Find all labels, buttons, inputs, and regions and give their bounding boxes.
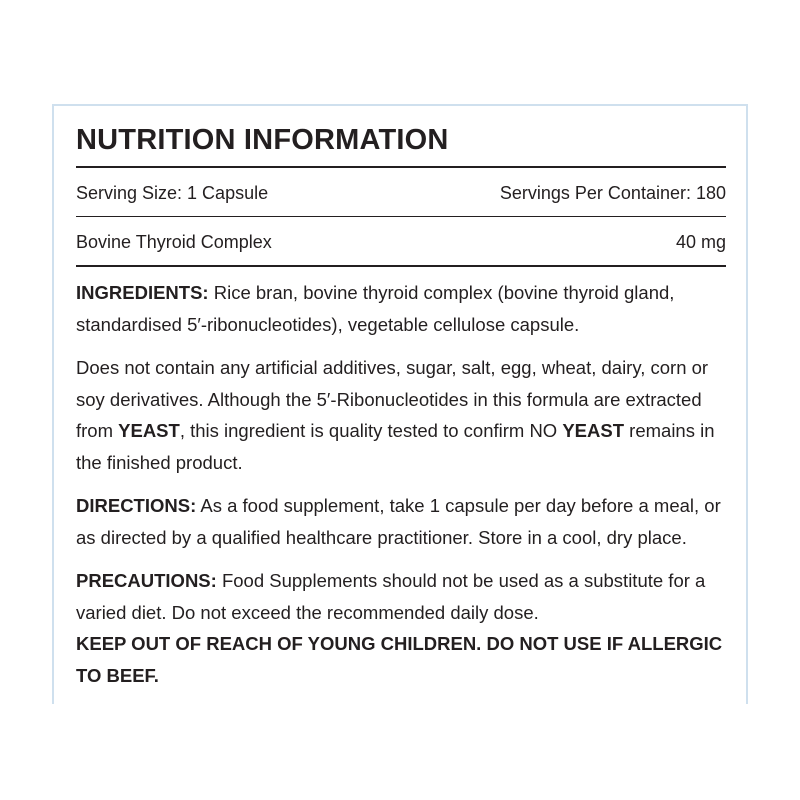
nutrient-name: Bovine Thyroid Complex: [76, 232, 272, 252]
allergen-text-3: remains in the finished product.: [76, 420, 715, 473]
ingredients-text: Rice bran, bovine thyroid complex (bovine thyroid gland, standardised 5′-ribonucleotides), vegetable cellulose capsule.: [76, 282, 675, 335]
serving-size: Serving Size: 1 Capsule: [76, 183, 269, 203]
precautions-heading: PRECAUTIONS:: [76, 570, 217, 591]
yeast-emphasis-2: YEAST: [562, 420, 625, 441]
servings-per-container: Servings Per Container: 180: [499, 183, 726, 203]
directions-heading: DIRECTIONS:: [76, 495, 197, 516]
yeast-emphasis-1: YEAST: [118, 420, 180, 441]
precautions-text: Food Supplements should not be used as a substitute for a varied diet. Do not exceed the recommended daily dose.: [76, 570, 706, 623]
nutrient-amount: 40 mg: [675, 232, 726, 252]
serving-row: [76, 168, 726, 217]
allergy-warning: KEEP OUT OF REACH OF YOUNG CHILDREN. DO NOT USE IF ALLERGIC TO BEEF.: [76, 633, 723, 686]
nutrient-row: [76, 217, 726, 267]
directions-paragraph: [76, 490, 726, 553]
ingredients-paragraph: [76, 277, 726, 340]
allergen-text-2: , this ingredient is quality tested to confirm NO: [179, 420, 563, 441]
nutrition-panel: [76, 120, 726, 691]
precautions-paragraph: [76, 565, 726, 691]
ingredients-heading: INGREDIENTS:: [76, 282, 209, 303]
allergen-text-1: Does not contain any artificial additives, sugar, salt, egg, wheat, dairy, corn or soy derivatives. Although the 5′-Ribonucleotides in this formula are extracted from: [76, 357, 709, 441]
allergen-paragraph: [76, 352, 726, 478]
directions-text: As a food supplement, take 1 capsule per day before a meal, or as directed by a qualified healthcare practitioner. Store in a cool, dry place.: [76, 495, 721, 548]
panel-title: NUTRITION INFORMATION: [76, 120, 726, 168]
